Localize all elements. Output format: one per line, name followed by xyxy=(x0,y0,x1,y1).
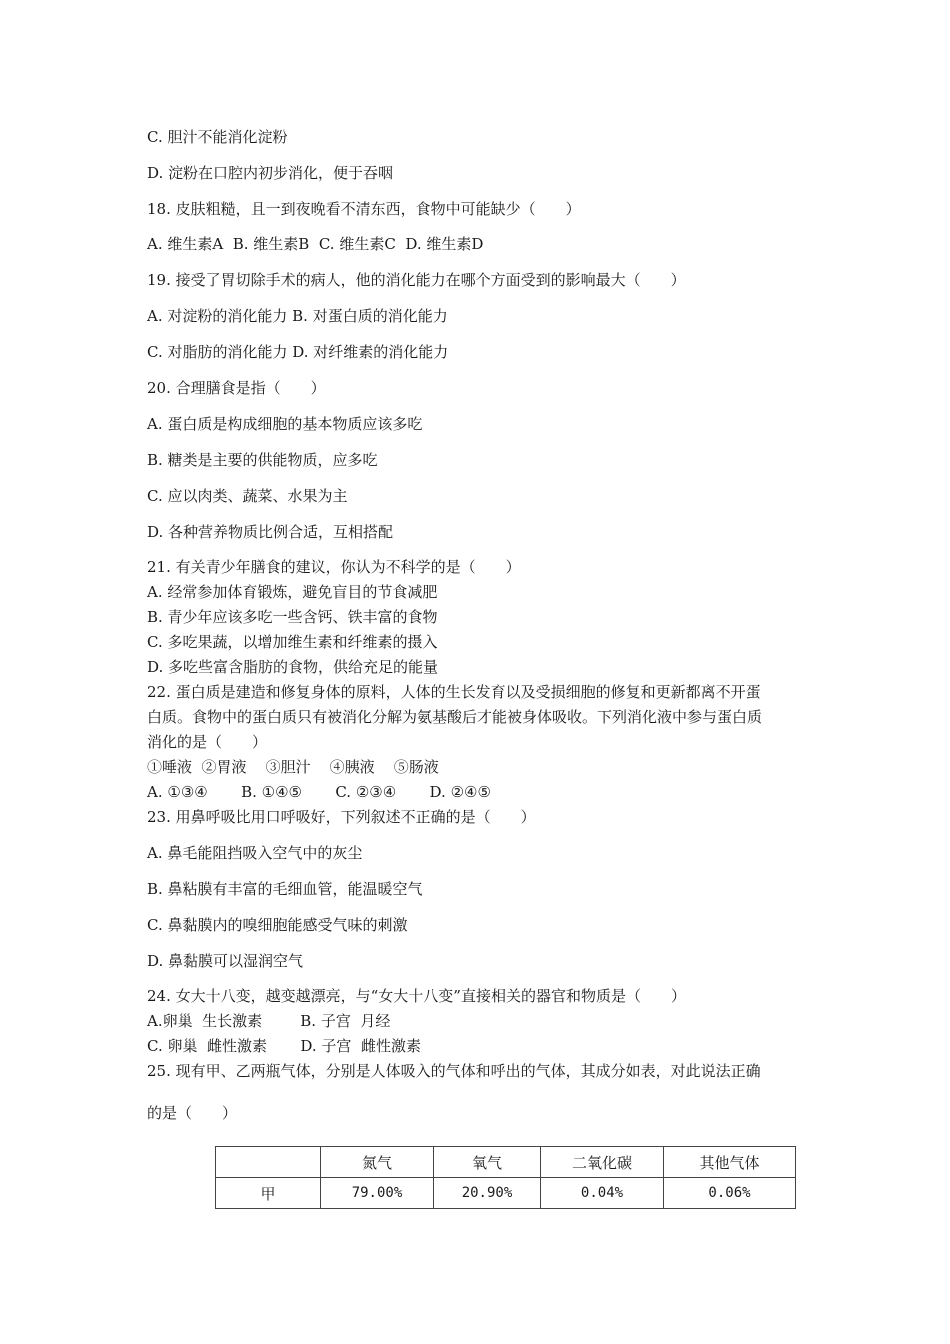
option-23a: A. 鼻毛能阻挡吸入空气中的灰尘 xyxy=(147,844,363,862)
table-header-cell xyxy=(216,1147,321,1178)
option-17c: C. 胆汁不能消化淀粉 xyxy=(147,128,288,146)
options-19-ab: A. 对淀粉的消化能力 B. 对蛋白质的消化能力 xyxy=(147,307,448,325)
table-header-cell: 二氧化碳 xyxy=(541,1147,664,1178)
question-19: 19. 接受了胃切除手术的病人，他的消化能力在哪个方面受到的影响最大（ ） xyxy=(147,271,686,289)
option-21a: A. 经常参加体育锻炼，避免盲目的节食减肥 xyxy=(147,583,438,601)
table-header-cell: 氧气 xyxy=(434,1147,541,1178)
table-cell: 20.90% xyxy=(434,1178,541,1209)
options-18: A. 维生素A B. 维生素B C. 维生素C D. 维生素D xyxy=(147,235,484,253)
option-23d: D. 鼻黏膜可以湿润空气 xyxy=(147,952,304,970)
option-21c: C. 多吃果蔬，以增加维生素和纤维素的摄入 xyxy=(147,633,438,651)
option-23c: C. 鼻黏膜内的嗅细胞能感受气味的刺激 xyxy=(147,916,408,934)
table-cell: 0.04% xyxy=(541,1178,664,1209)
options-19-cd: C. 对脂肪的消化能力 D. 对纤维素的消化能力 xyxy=(147,343,449,361)
table-row xyxy=(216,1178,796,1209)
gas-composition-table xyxy=(215,1146,796,1209)
question-23: 23. 用鼻呼吸比用口呼吸好，下列叙述不正确的是（ ） xyxy=(147,808,536,826)
option-21b: B. 青少年应该多吃一些含钙、铁丰富的食物 xyxy=(147,608,438,626)
options-24-cd: C. 卵巢 雌性激素 D. 子宫 雌性激素 xyxy=(147,1037,421,1055)
option-23b: B. 鼻粘膜有丰富的毛细血管，能温暖空气 xyxy=(147,880,423,898)
options-24-ab: A.卵巢 生长激素 B. 子宫 月经 xyxy=(147,1012,391,1030)
option-20c: C. 应以肉类、蔬菜、水果为主 xyxy=(147,487,348,505)
digestive-juices-list: ①唾液 ②胃液 ③胆汁 ④胰液 ⑤肠液 xyxy=(147,758,439,776)
table-cell: 0.06% xyxy=(664,1178,796,1209)
table-cell: 甲 xyxy=(216,1178,321,1209)
option-17d: D. 淀粉在口腔内初步消化，便于吞咽 xyxy=(147,164,394,182)
options-22: A. ①③④ B. ①④⑤ C. ②③④ D. ②④⑤ xyxy=(147,783,491,801)
question-18: 18. 皮肤粗糙，且一到夜晚看不清东西，食物中可能缺少（ ） xyxy=(147,200,581,218)
table-cell: 79.00% xyxy=(321,1178,434,1209)
question-22-line3: 消化的是（ ） xyxy=(147,733,268,751)
question-22-line2: 白质。食物中的蛋白质只有被消化分解为氨基酸后才能被身体吸收。下列消化液中参与蛋白质 xyxy=(147,708,763,726)
question-20: 20. 合理膳食是指（ ） xyxy=(147,379,326,397)
option-20a: A. 蛋白质是构成细胞的基本物质应该多吃 xyxy=(147,415,423,433)
table-header-row xyxy=(216,1147,796,1178)
question-25-line2: 的是（ ） xyxy=(147,1104,238,1122)
question-25-line1: 25. 现有甲、乙两瓶气体，分别是人体吸入的气体和呼出的气体，其成分如表，对此说法正确 xyxy=(147,1062,761,1080)
question-24: 24. 女大十八变，越变越漂亮，与“女大十八变”直接相关的器官和物质是（ ） xyxy=(147,987,686,1005)
question-21: 21. 有关青少年膳食的建议，你认为不科学的是（ ） xyxy=(147,558,521,576)
question-22-line1: 22. 蛋白质是建造和修复身体的原料，人体的生长发育以及受损细胞的修复和更新都离不开蛋 xyxy=(147,683,761,701)
option-21d: D. 多吃些富含脂肪的食物，供给充足的能量 xyxy=(147,658,439,676)
option-20d: D. 各种营养物质比例合适，互相搭配 xyxy=(147,523,394,541)
table-header-cell: 其他气体 xyxy=(664,1147,796,1178)
table-header-cell: 氮气 xyxy=(321,1147,434,1178)
option-20b: B. 糖类是主要的供能物质，应多吃 xyxy=(147,451,378,469)
